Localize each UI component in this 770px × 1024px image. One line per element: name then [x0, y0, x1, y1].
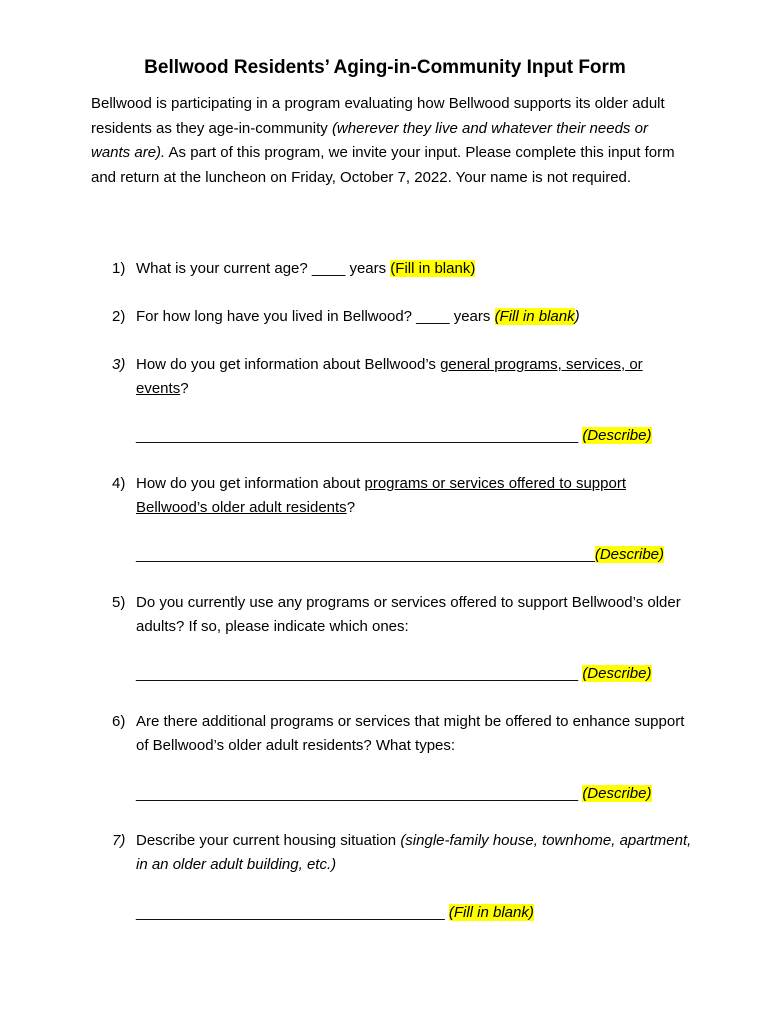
question-2: [112, 305, 692, 329]
question-6-hint: (Describe): [582, 785, 652, 802]
question-7-answer-line[interactable]: [136, 901, 534, 925]
question-3-answer-line[interactable]: [136, 424, 652, 448]
question-7-blank: _____________________________________: [136, 904, 449, 921]
question-3-underlined: general programs, services, or events: [136, 356, 643, 397]
question-3-text-after: ?: [180, 380, 189, 397]
intro-text-part1: Bellwood is participating in a program evaluating how Bellwood supports its older adult residents as they age-in-community: [91, 95, 665, 137]
question-7-number: 7): [112, 832, 126, 849]
question-5: [112, 591, 692, 639]
question-6-blank: _____________________________________________________: [136, 785, 583, 802]
question-2-number: 2): [112, 308, 126, 325]
question-5-answer-line[interactable]: [136, 662, 652, 686]
question-4-answer-line[interactable]: [136, 543, 664, 567]
question-5-number: 5): [112, 594, 126, 611]
question-3: [112, 353, 692, 401]
question-7: [112, 829, 692, 877]
question-2-hint-close: ): [574, 308, 580, 325]
question-3-text-before: How do you get information about Bellwood’s: [136, 356, 441, 373]
question-7-text: Describe your current housing situation: [136, 832, 401, 849]
question-6-number: 6): [112, 713, 126, 730]
form-title: Bellwood Residents’ Aging-in-Community Input Form: [144, 57, 626, 78]
question-4-number: 4): [112, 475, 126, 492]
question-6: [112, 710, 692, 758]
question-6-answer-line[interactable]: [136, 782, 652, 806]
question-3-hint: (Describe): [582, 427, 652, 444]
intro-italic-text: (wherever they live and whatever their needs or wants are).: [91, 119, 648, 161]
question-2-hint: (Fill in blank: [494, 308, 575, 325]
question-1: [112, 257, 692, 281]
question-5-blank: _____________________________________________________: [136, 665, 583, 682]
question-4-text-before: How do you get information about: [136, 475, 365, 492]
intro-text-part2: As part of this program, we invite your input. Please complete this input form and return at the luncheon on Friday, October 7, 2022. Your name is not required.: [91, 144, 675, 186]
question-5-hint: (Describe): [582, 665, 652, 682]
question-3-blank: _____________________________________________________: [136, 427, 583, 444]
question-7-italic-text: (single-family house, townhome, apartment, in an older adult building, etc.): [136, 832, 692, 873]
question-4-underlined: programs or services offered to support Bellwood’s older adult residents: [136, 475, 626, 516]
question-1-number: 1): [112, 260, 126, 277]
question-1-text: What is your current age? ____ years: [136, 260, 391, 277]
question-7-hint: (Fill in blank): [448, 904, 534, 921]
question-4: [112, 472, 692, 520]
intro-paragraph: [91, 92, 691, 190]
question-4-blank: _______________________________________________________: [136, 546, 595, 563]
question-4-hint: (Describe): [594, 546, 665, 563]
question-6-text: Are there additional programs or services that might be offered to enhance support of Bellwood’s older adult residents? What types:: [136, 713, 685, 754]
question-2-text: For how long have you lived in Bellwood? ____ years: [136, 308, 495, 325]
question-4-text-after: ?: [346, 499, 356, 516]
question-1-hint: (Fill in blank): [390, 260, 476, 277]
question-3-number: 3): [112, 356, 126, 373]
question-5-text: Do you currently use any programs or services offered to support Bellwood’s older adults? If so, please indicate which ones:: [136, 594, 681, 635]
